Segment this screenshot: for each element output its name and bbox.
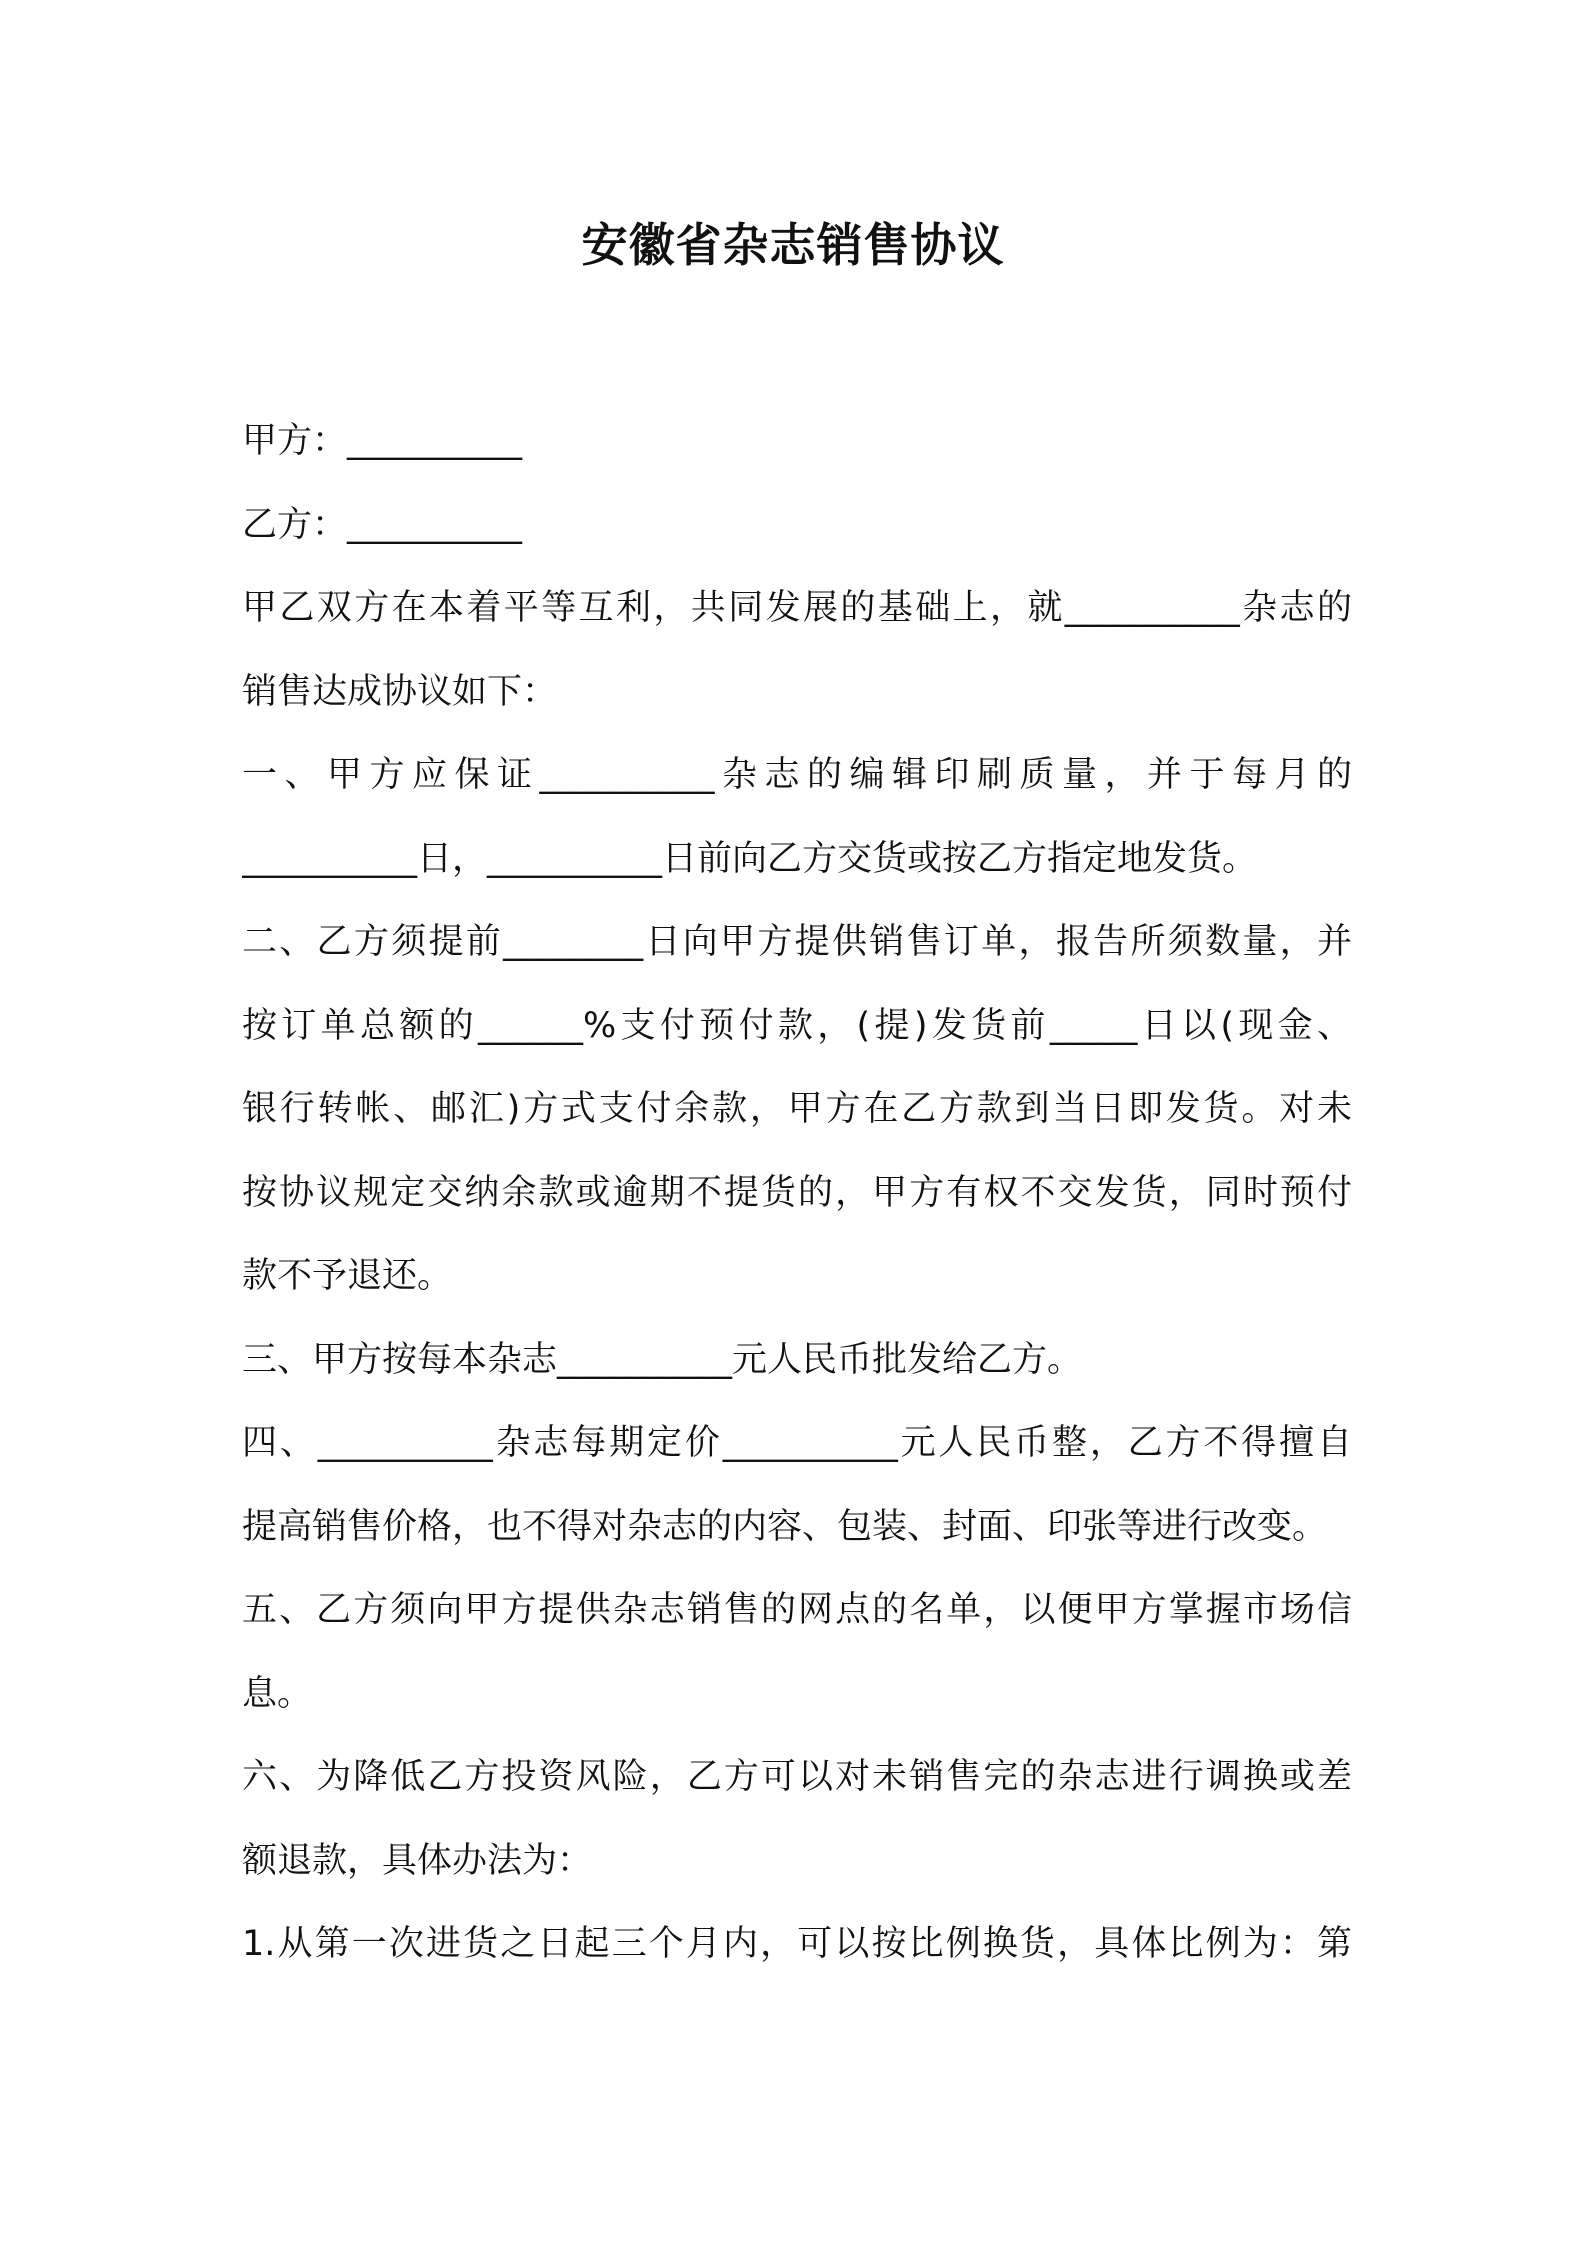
document-line: 按协议规定交纳余款或逾期不提货的，甲方有权不交发货，同时预付 bbox=[242, 1172, 1352, 1213]
document-line: 销售达成协议如下： bbox=[242, 671, 558, 712]
document-line: 银行转帐、邮汇)方式支付余款，甲方在乙方款到当日即发货。对未 bbox=[242, 1089, 1352, 1129]
document-body bbox=[242, 400, 1352, 1987]
document-line: 四、__________杂志每期定价__________元人民币整，乙方不得擅自 bbox=[242, 1423, 1352, 1463]
document-line: 甲方：__________ bbox=[242, 421, 523, 461]
document-line: 二、乙方须提前________日向甲方提供销售订单，报告所须数量，并 bbox=[242, 922, 1352, 962]
document-line: 1.从第一次进货之日起三个月内，可以按比例换货，具体比例为：第 bbox=[242, 1924, 1352, 1964]
document-title: 安徽省杂志销售协议 bbox=[581, 218, 1005, 272]
document-line: 乙方：__________ bbox=[242, 504, 523, 545]
document-line: 提高销售价格，也不得对杂志的内容、包装、封面、印张等进行改变。 bbox=[242, 1506, 1328, 1547]
document-line: 一、甲方应保证__________杂志的编辑印刷质量，并于每月的 bbox=[242, 755, 1352, 795]
document-line: 按订单总额的______%支付预付款，(提)发货前_____日以(现金、 bbox=[242, 1005, 1352, 1046]
document-line: 三、甲方按每本杂志__________元人民币批发给乙方。 bbox=[242, 1339, 1083, 1380]
document-line: 款不予退还。 bbox=[242, 1256, 453, 1296]
document-line: 额退款，具体办法为： bbox=[242, 1840, 593, 1881]
document-line: __________日，__________日前向乙方交货或按乙方指定地发货。 bbox=[242, 838, 1258, 879]
document-line: 六、为降低乙方投资风险，乙方可以对未销售完的杂志进行调换或差 bbox=[242, 1757, 1352, 1797]
document-line: 五、乙方须向甲方提供杂志销售的网点的名单，以便甲方掌握市场信 bbox=[242, 1590, 1352, 1630]
document-line: 息。 bbox=[242, 1673, 313, 1714]
document-line: 甲乙双方在本着平等互利，共同发展的基础上，就__________杂志的 bbox=[242, 588, 1352, 628]
